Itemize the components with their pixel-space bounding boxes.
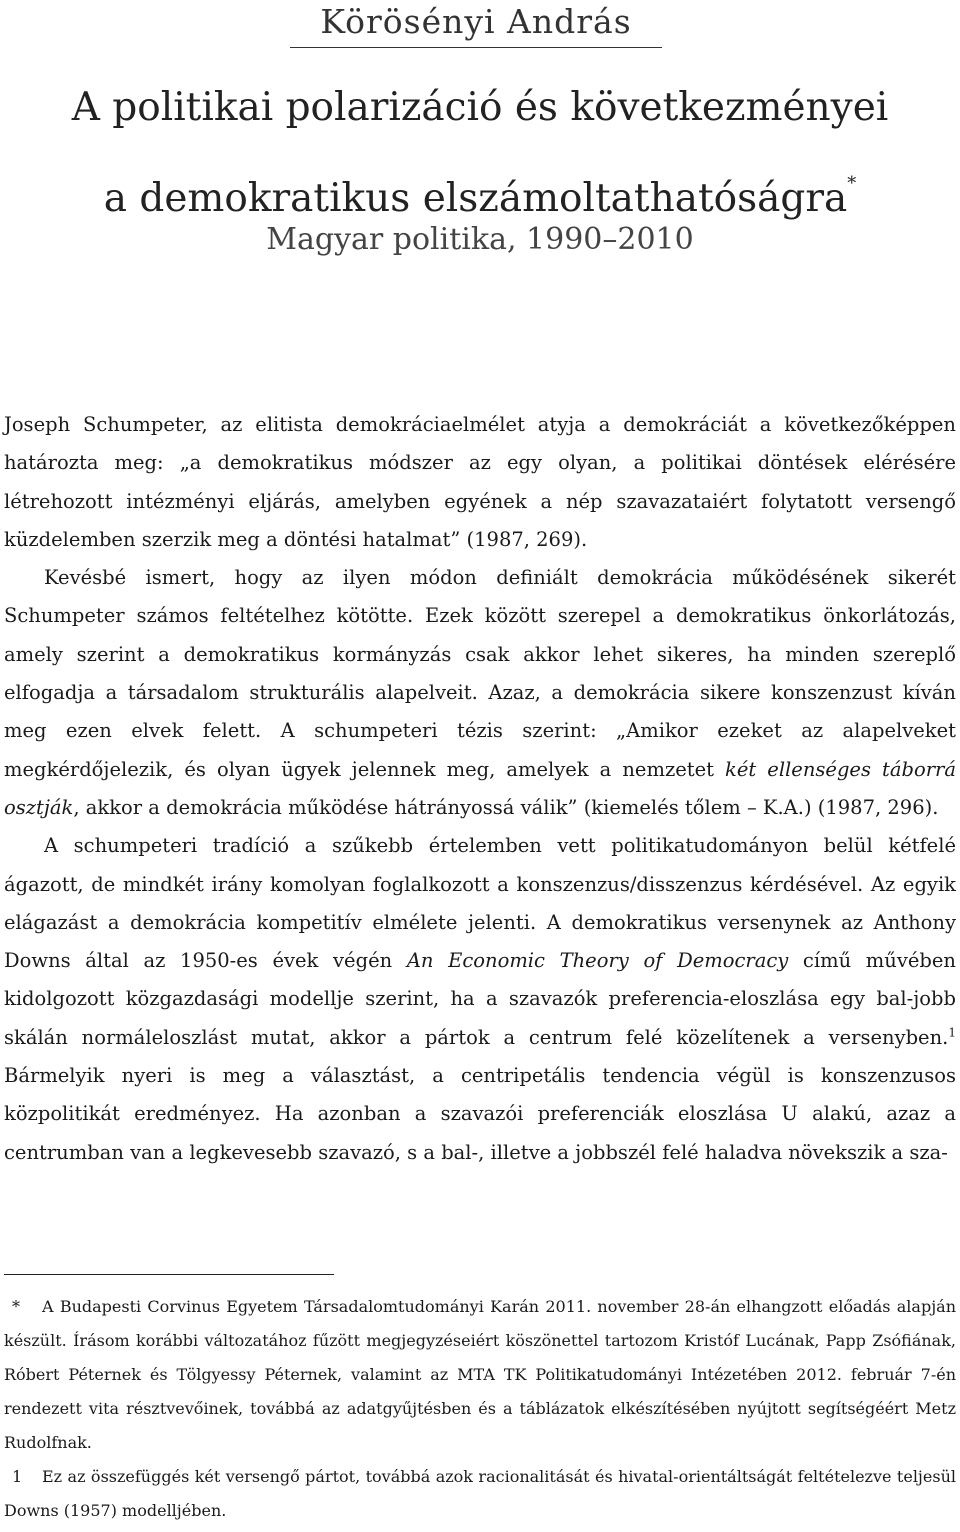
- paragraph-3: [4, 827, 956, 1172]
- footnote-item: [4, 1460, 956, 1528]
- footnote-reference: 1: [948, 1025, 956, 1040]
- footnotes: [4, 1290, 956, 1528]
- page-title: [0, 70, 960, 237]
- author-divider: [290, 47, 662, 48]
- footnote-item: [4, 1290, 956, 1460]
- footnote-text: Ez az összefüggés két versengő pártot, továbbá azok racionalitását és hivatal-orientáltságát feltételezve teljesül Downs (1957) modelljében.: [4, 1467, 956, 1520]
- paragraph-3-text-c: Bármelyik nyeri is meg a választást, a centripetális tendencia végül is konszenzusos közpolitikát eredményez. Ha azonban a szavazói preferenciák eloszlása U alakú, azaz a centrumban van a legkevesebb szavazó, s a bal-, illetve a jobbszél felé haladva növekszik a sza-: [4, 1064, 956, 1164]
- footnote-divider: [4, 1274, 334, 1275]
- paragraph-3-text-b: című művében kidolgozott közgazdasági modellje szerint, ha a szavazók preferencia-eloszlása egy bal-jobb skálán normáleloszlást mutat, akkor a pártok a centrum felé közelítenek a versenyben.: [4, 949, 956, 1049]
- author-name: Körösényi András: [320, 2, 632, 41]
- title-line-2: a demokratikus elszámoltathatóságra: [103, 176, 848, 221]
- footnote-mark: *: [12, 1297, 20, 1316]
- paragraph-2: [4, 559, 956, 827]
- title-footnote-mark: *: [847, 173, 857, 194]
- page-subtitle: Magyar politika, 1990–2010: [266, 222, 694, 257]
- paragraph-2-text-b: , akkor a demokrácia működése hátrányossá válik” (kiemelés tőlem – K.A.) (1987, 296).: [73, 795, 939, 819]
- footnote-text: A Budapesti Corvinus Egyetem Társadalomtudományi Karán 2011. november 28-án elhangzott előadás alapján készült. Írásom korábbi változatához fűzött megjegyzéseiért köszönettel tartozom Kristóf Lucának, Papp Zsófiának, Róbert Péternek és Tölgyessy Péternek, valamint az MTA TK Politikatudományi Intézetében 2012. február 7-én rendezett vita résztvevőinek, továbbá az adatgyűjtésben és a táblázatok elkészítésében nyújtott segítségéért Metz Rudolfnak.: [4, 1297, 956, 1452]
- emphasized-quote: két ellenséges táborrá osztják: [4, 757, 956, 819]
- title-line-1: A politikai polarizáció és következményei: [71, 85, 889, 130]
- paragraph-2-text-a: Kevésbé ismert, hogy az ilyen módon definiált demokrácia működésének sikerét Schumpeter számos feltételhez kötötte. Ezek között szerepel a demokratikus önkorlátozás, amely szerint a demokratikus kormányzás csak akkor lehet sikeres, ha minden szereplő elfogadja a társadalom strukturális alapelveit. Azaz, a demokrácia sikere konszenzust kíván meg ezen elvek felett. A schumpeteri tézis szerint: „Amikor ezeket az alapelveket megkérdőjelezik, és olyan ügyek jelennek meg, amelyek a nemzetet: [4, 566, 956, 781]
- paragraph-3-text-a: A schumpeteri tradíció a szűkebb értelemben vett politikatudományon belül kétfelé ágazott, de mindkét irány komolyan foglalkozott a konszenzus/disszenzus kérdésével. Az egyik elágazást a demokrácia kompetitív elmélete jelenti. A demokratikus versenynek az Anthony Downs által az 1950-es évek végén: [4, 834, 956, 973]
- article-body: [4, 406, 956, 1172]
- footnote-mark: 1: [12, 1467, 23, 1486]
- book-title: An Economic Theory of Democracy: [406, 949, 789, 973]
- paragraph-1: Joseph Schumpeter, az elitista demokráciaelmélet atyja a demokráciát a következőképpen határozta meg: „a demokratikus módszer az egy olyan, a politikai döntések elérésére létrehozott intézményi eljárás, amelyben egyének a nép szavazataiért folytatott versengő küzdelemben szerzik meg a döntési hatalmat” (1987, 269).: [4, 413, 956, 551]
